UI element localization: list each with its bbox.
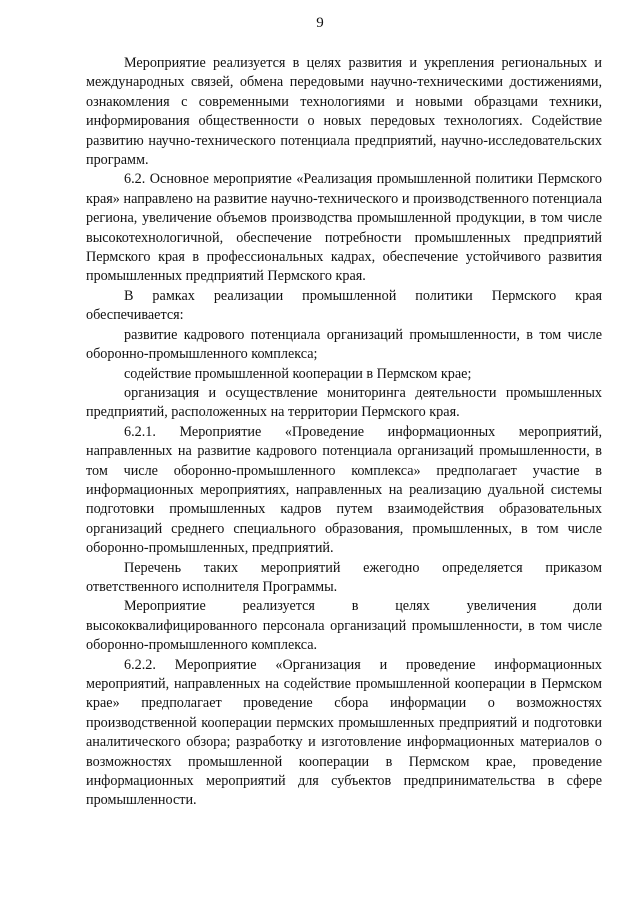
list-item-cooperation: содействие промышленной кооперации в Пермском крае; xyxy=(124,365,472,382)
list-item-monitoring: организация и осуществление мониторинга деятельности промышленных предприятий, расположенных на территории Пермского края. xyxy=(86,384,602,421)
body-text xyxy=(86,54,602,811)
list-item-personnel: развитие кадрового потенциала организаций промышленности, в том числе оборонно-промышленного комплекса; xyxy=(86,326,602,363)
paragraph-6-2-2: 6.2.2. Мероприятие «Организация и проведение информационных мероприятий, направленных на содействие промышленной кооперации в Пермском крае» предполагает проведение сбора информации о возможностях производственной кооперации пермских промышленных предприятий и подготовки аналитического обзора; разработку и изготовление информационных материалов о возможностях промышленной кооперации в Пермском крае, проведение информационных мероприятий для субъектов предпринимательства в сфере промышленности. xyxy=(86,656,602,809)
page-number: 9 xyxy=(316,15,324,31)
paragraph-events-list: Перечень таких мероприятий ежегодно определяется приказом ответственного исполнителя Программы. xyxy=(86,559,602,595)
paragraph-6-2: 6.2. Основное мероприятие «Реализация промышленной политики Пермского края» направлено на развитие научно-технического и производственного потенциала региона, увеличение объемов производства промышленной продукции, в том числе высокотехнологичной, обеспечение потребности промышленных предприятий Пермского края в профессиональных кадрах, обеспечение устойчивого развития промышленных предприятий Пермского края. xyxy=(86,171,602,285)
paragraph-event-goal: Мероприятие реализуется в целях увеличения доли высококвалифицированного персонала организаций промышленности, в том числе оборонно-промышленного комплекса. xyxy=(86,598,602,654)
paragraph-policy-intro: В рамках реализации промышленной политики Пермского края обеспечивается: xyxy=(86,287,602,324)
paragraph-6-2-1: 6.2.1. Мероприятие «Проведение информационных мероприятий, направленных на развитие кадрового потенциала организаций промышленности, в том числе оборонно-промышленного комплекса» предполагает участие в информационных мероприятиях, направленных на реализацию дуальной системы подготовки промышленных кадров путем взаимодействия образовательных организаций среднего специального образования, промышленных, в том числе оборонно-промышленных, предприятий. xyxy=(86,423,602,557)
paragraph-purpose: Мероприятие реализуется в целях развития и укрепления региональных и международных связей, обмена передовыми научно-техническими достижениями, ознакомления с современными технологиями и новыми образцами техники, информирования общественности о новых передовых технологиях. Содействие развитию научно-технического потенциала предприятий, научно-исследовательских программ. xyxy=(86,55,602,169)
